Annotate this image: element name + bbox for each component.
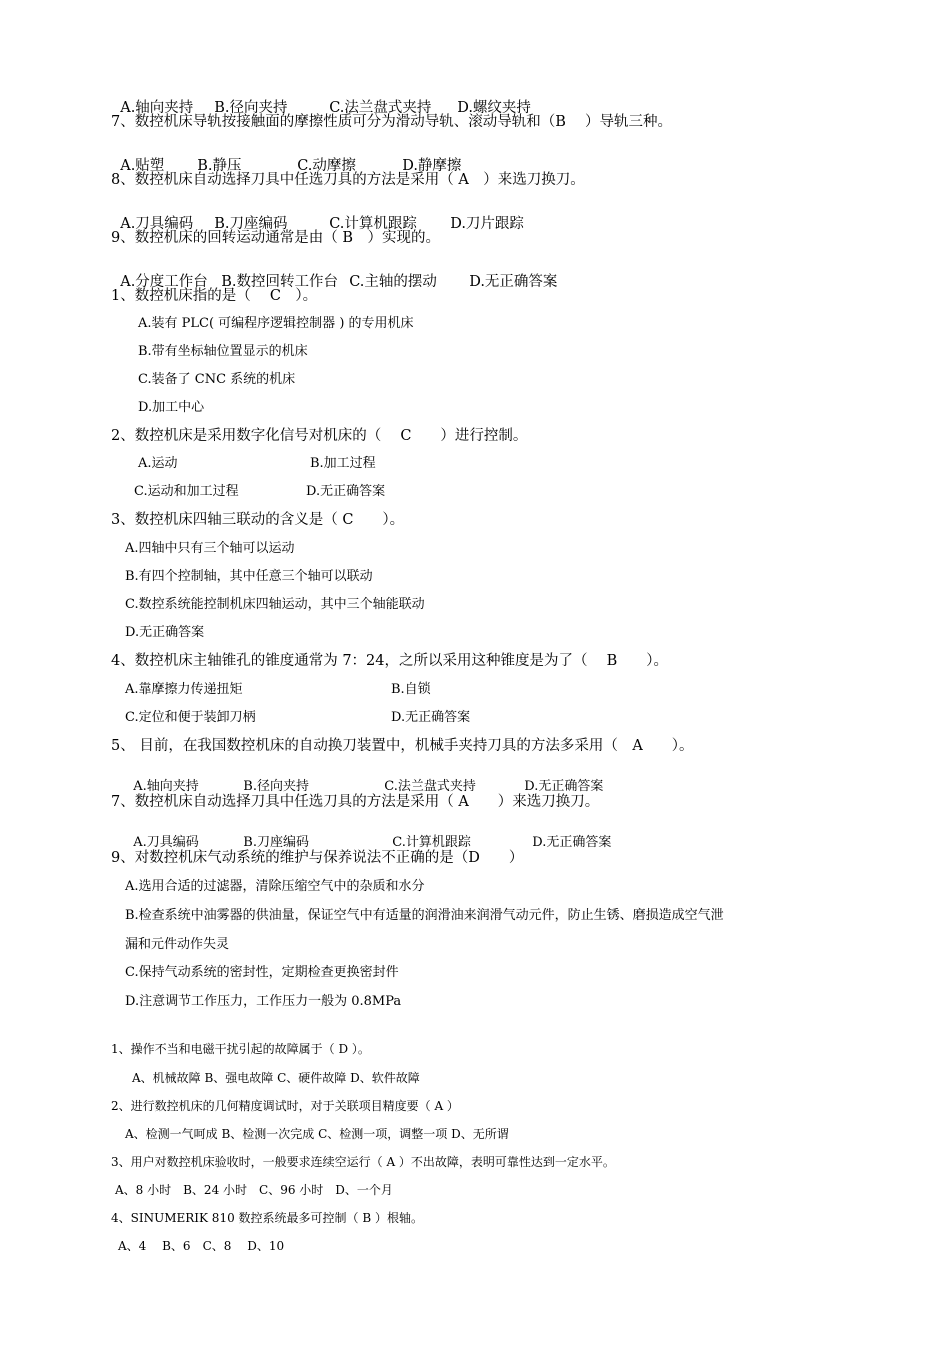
option: B.自锁	[391, 682, 431, 697]
option: C.保持气动系统的密封性，定期检查更换密封件	[125, 965, 399, 980]
option: A、检测一气呵成 B、检测一次完成 C、检测一项，调整一项 D、无所谓	[125, 1127, 509, 1141]
option: A、8 小时 B、24 小时 C、96 小时 D、一个月	[115, 1183, 393, 1197]
question: 2、进行数控机床的几何精度调试时，对于关联项目精度要（ A ）	[111, 1099, 459, 1113]
question: 8、数控机床自动选择刀具中任选刀具的方法是采用（ A ）来选刀换刀。	[111, 172, 585, 188]
option: A.选用合适的过滤器，清除压缩空气中的杂质和水分	[125, 879, 425, 894]
option: A.运动	[138, 456, 178, 471]
option: B.静压	[197, 157, 242, 174]
option: B.带有坐标轴位置显示的机床	[138, 344, 308, 359]
question: 9、对数控机床气动系统的维护与保养说法不正确的是（D ）	[111, 850, 524, 866]
option: B.刀座编码	[214, 215, 288, 232]
option: B.数控回转工作台	[221, 273, 338, 290]
option: A.轴向夹持	[133, 779, 199, 794]
option: A、机械故障 B、强电故障 C、硬件故障 D、软件故障	[132, 1071, 420, 1085]
options-row	[111, 86, 531, 115]
question: 1、操作不当和电磁干扰引起的故障属于（ D ）。	[111, 1042, 370, 1056]
options-row	[125, 823, 611, 849]
option: D.无正确答案	[532, 835, 612, 850]
option: C.主轴的摆动	[349, 273, 437, 290]
question: 1、数控机床指的是（ C ）。	[111, 288, 318, 304]
option: B.刀座编码	[243, 835, 309, 850]
options-row	[111, 144, 461, 173]
question: 2、数控机床是采用数字化信号对机床的（ C ）进行控制。	[111, 428, 528, 444]
option: D.无正确答案	[391, 710, 471, 725]
option: 漏和元件动作失灵	[125, 937, 230, 952]
option: A.靠摩擦力传递扭矩	[125, 682, 243, 697]
option: C.运动和加工过程	[134, 484, 239, 499]
option: A、4 B、6 C、8 D、10	[118, 1239, 285, 1253]
question: 9、数控机床的回转运动通常是由（ B ）实现的。	[111, 230, 440, 246]
question: 3、用户对数控机床验收时，一般要求连续空运行（ A ）不出故障，表明可靠性达到一定水平。	[111, 1155, 615, 1169]
options-row	[111, 202, 524, 231]
option: C.计算机跟踪	[392, 835, 471, 850]
option: A.轴向夹持	[120, 99, 194, 116]
option: C.计算机跟踪	[329, 215, 417, 232]
option: D.刀片跟踪	[450, 215, 524, 232]
question: 7、数控机床导轨按接触面的摩擦性质可分为滑动导轨、滚动导轨和（B ）导轨三种。	[111, 114, 672, 130]
options-row	[111, 260, 557, 289]
option: D.静摩擦	[402, 157, 462, 174]
option: B.径向夹持	[243, 779, 309, 794]
option: D.注意调节工作压力，工作压力一般为 0.8MPa	[125, 994, 402, 1009]
question: 5、 目前，在我国数控机床的自动换刀装置中，机械手夹持刀具的方法多采用（ A ）。	[111, 738, 694, 754]
option: A.装有 PLC( 可编程序逻辑控制器 ) 的专用机床	[138, 316, 414, 331]
option: A.分度工作台	[120, 273, 208, 290]
option: A.贴塑	[120, 157, 165, 174]
question: 4、数控机床主轴锥孔的锥度通常为 7：24，之所以采用这种锥度是为了（ B ）。	[111, 653, 669, 669]
option: C.动摩擦	[297, 157, 356, 174]
option: D.螺纹夹持	[457, 99, 531, 116]
option: D.无正确答案	[125, 625, 205, 640]
option: C.数控系统能控制机床四轴运动，其中三个轴能联动	[125, 597, 425, 612]
option: B.检查系统中油雾器的供油量，保证空气中有适量的润滑油来润滑气动元件，防止生锈、磨损造成空气泄	[125, 908, 724, 923]
question: 3、数控机床四轴三联动的含义是（ C ）。	[111, 512, 405, 528]
option: A.刀具编码	[133, 835, 199, 850]
option: C.定位和便于装卸刀柄	[125, 710, 256, 725]
question: 4、SINUMERIK 810 数控系统最多可控制（ B ）根轴。	[111, 1211, 423, 1225]
option: D.无正确答案	[469, 273, 558, 290]
option: D.无正确答案	[524, 779, 604, 794]
option: C.装备了 CNC 系统的机床	[138, 372, 296, 387]
option: D.加工中心	[138, 400, 205, 415]
option: C.法兰盘式夹持	[329, 99, 432, 116]
option: B.有四个控制轴，其中任意三个轴可以联动	[125, 569, 373, 584]
option: D.无正确答案	[306, 484, 386, 499]
options-row	[125, 767, 603, 793]
option: A.四轴中只有三个轴可以运动	[125, 541, 295, 556]
option: B.加工过程	[310, 456, 376, 471]
question: 7、数控机床自动选择刀具中任选刀具的方法是采用（ A ）来选刀换刀。	[111, 794, 600, 810]
option: B.径向夹持	[214, 99, 288, 116]
option: A.刀具编码	[120, 215, 194, 232]
option: C.法兰盘式夹持	[384, 779, 476, 794]
